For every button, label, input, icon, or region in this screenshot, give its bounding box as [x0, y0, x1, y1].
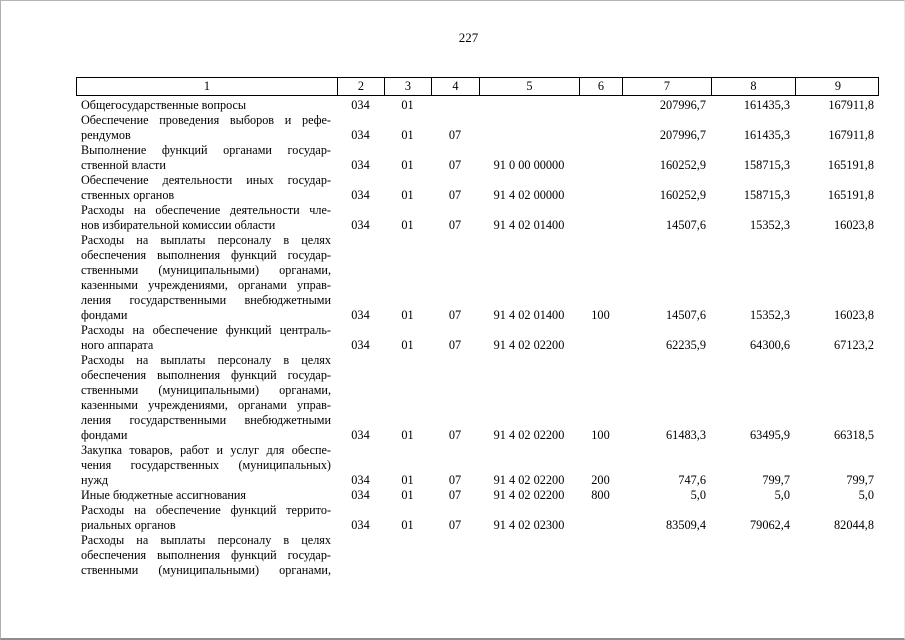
cell-col2: 034 [351, 158, 370, 172]
cell-col4: 07 [448, 128, 462, 142]
cell-col2: 034 [351, 428, 370, 442]
cell-col7: 207996,7 [659, 128, 706, 142]
cell-col8: 158715,3 [743, 188, 790, 202]
cell-col5: 91 4 02 02200 [493, 338, 565, 352]
cell-col2: 034 [351, 128, 370, 142]
cell-col7: 207996,7 [659, 98, 706, 112]
cell-col7: 14507,6 [666, 218, 706, 232]
table-row [76, 203, 879, 233]
header-cell-4: 4 [432, 78, 480, 95]
table-row [76, 143, 879, 173]
cell-col2: 034 [351, 473, 370, 487]
cell-col5: 91 0 00 00000 [493, 158, 565, 172]
label-line: ного аппарата [81, 338, 154, 352]
label-line: ления государственными внебюджетными [81, 293, 331, 307]
label-line: Обеспечение деятельности иных государ- [81, 173, 331, 187]
cell-col6: 800 [591, 488, 610, 502]
cell-col8: 799,7 [762, 473, 790, 487]
table-header-row [76, 77, 879, 96]
cell-col3: 01 [401, 473, 414, 487]
cell-col4: 07 [448, 488, 462, 502]
cell-col8: 64300,6 [750, 338, 790, 352]
label-line: Выполнение функций органами государ- [81, 143, 331, 157]
label-line: Расходы на обеспечение деятельности чле- [81, 203, 331, 217]
label-line: фондами [81, 428, 128, 442]
header-cell-1: 1 [77, 78, 338, 95]
cell-col6: 200 [591, 473, 610, 487]
cell-col3: 01 [401, 488, 414, 502]
cell-col3: 01 [401, 308, 414, 322]
cell-col5: 91 4 02 02200 [493, 488, 565, 502]
cell-col3: 01 [401, 218, 414, 232]
label-line: Закупка товаров, работ и услуг для обеспе- [81, 443, 331, 457]
label-line: Расходы на обеспечение функций централь- [81, 323, 331, 337]
cell-col2: 034 [351, 308, 370, 322]
table-row [76, 533, 879, 578]
table-row [76, 353, 879, 443]
cell-col3: 01 [401, 518, 414, 532]
cell-col7: 62235,9 [666, 338, 706, 352]
row-label [76, 203, 337, 233]
cell-col6: 100 [591, 428, 610, 442]
row-label [76, 233, 337, 323]
cell-col7: 14507,6 [666, 308, 706, 322]
cell-col8: 15352,3 [750, 218, 790, 232]
row-label [76, 113, 337, 143]
cell-col9: 82044,8 [834, 518, 874, 532]
cell-col2: 034 [351, 98, 370, 112]
cell-col4: 07 [448, 308, 462, 322]
header-cell-6: 6 [580, 78, 623, 95]
label-line: риальных органов [81, 518, 176, 532]
header-cell-2: 2 [338, 78, 385, 95]
table-row [76, 488, 879, 503]
label-line: ственными (муниципальными) органами, [81, 383, 331, 397]
cell-col3: 01 [401, 98, 414, 112]
cell-col9: 165191,8 [827, 188, 874, 202]
table-row [76, 98, 879, 113]
cell-col2: 034 [351, 338, 370, 352]
cell-col7: 5,0 [690, 488, 706, 502]
label-line: Расходы на выплаты персоналу в целях [81, 533, 331, 547]
label-line: рендумов [81, 128, 131, 142]
cell-col2: 034 [351, 188, 370, 202]
label-line: Общегосударственные вопросы [81, 98, 247, 112]
cell-col9: 167911,8 [828, 98, 874, 112]
table-row [76, 503, 879, 533]
cell-col3: 01 [401, 158, 414, 172]
cell-col9: 5,0 [858, 488, 874, 502]
cell-col2: 034 [351, 218, 370, 232]
cell-col8: 63495,9 [750, 428, 790, 442]
cell-col8: 15352,3 [750, 308, 790, 322]
cell-col9: 16023,8 [834, 218, 874, 232]
row-label [76, 173, 337, 203]
label-line: ления государственными внебюджетными [81, 413, 331, 427]
label-line: ственными (муниципальными) органами, [81, 563, 331, 577]
row-label [76, 323, 337, 353]
cell-col7: 83509,4 [666, 518, 706, 532]
table-row [76, 443, 879, 488]
cell-col4: 07 [448, 518, 462, 532]
label-line: Иные бюджетные ассигнования [81, 488, 247, 502]
row-label [76, 143, 337, 173]
row-label [76, 533, 337, 578]
label-line: казенными учреждениями, органами управ- [81, 278, 331, 292]
label-line: обеспечения выполнения функций государ- [81, 548, 331, 562]
table-row [76, 173, 879, 203]
cell-col5: 91 4 02 00000 [493, 188, 565, 202]
label-line: обеспечения выполнения функций государ- [81, 248, 331, 262]
header-cell-7: 7 [623, 78, 712, 95]
header-cell-8: 8 [712, 78, 796, 95]
cell-col9: 167911,8 [828, 128, 874, 142]
header-cell-5: 5 [480, 78, 580, 95]
cell-col5: 91 4 02 02200 [493, 428, 565, 442]
cell-col7: 160252,9 [659, 158, 706, 172]
label-line: Расходы на выплаты персоналу в целях [81, 233, 331, 247]
row-label [76, 503, 337, 533]
cell-col4: 07 [448, 428, 462, 442]
cell-col9: 165191,8 [827, 158, 874, 172]
label-line: ственной власти [81, 158, 166, 172]
cell-col5: 91 4 02 01400 [493, 308, 565, 322]
cell-col3: 01 [401, 428, 414, 442]
cell-col9: 67123,2 [834, 338, 874, 352]
cell-col4: 07 [448, 338, 462, 352]
cell-col3: 01 [401, 128, 414, 142]
row-label [76, 488, 337, 503]
cell-col9: 799,7 [846, 473, 874, 487]
budget-table [76, 77, 879, 578]
cell-col8: 158715,3 [743, 158, 790, 172]
label-line: нужд [81, 473, 109, 487]
cell-col2: 034 [351, 488, 370, 502]
label-line: ственных органов [81, 188, 175, 202]
label-line: фондами [81, 308, 128, 322]
cell-col4: 07 [448, 158, 462, 172]
cell-col3: 01 [401, 188, 414, 202]
table-body [76, 98, 879, 578]
cell-col3: 01 [401, 338, 414, 352]
cell-col7: 747,6 [678, 473, 706, 487]
cell-col4: 07 [448, 188, 462, 202]
table-row [76, 323, 879, 353]
table-row [76, 113, 879, 143]
label-line: казенными учреждениями, органами управ- [81, 398, 331, 412]
cell-col4: 07 [448, 218, 462, 232]
cell-col4: 07 [448, 473, 462, 487]
row-label [76, 353, 337, 443]
cell-col5: 91 4 02 02300 [493, 518, 565, 532]
cell-col8: 161435,3 [743, 98, 790, 112]
header-cell-3: 3 [385, 78, 432, 95]
label-line: обеспечения выполнения функций государ- [81, 368, 331, 382]
table-row [76, 233, 879, 323]
cell-col5: 91 4 02 01400 [493, 218, 565, 232]
label-line: ственными (муниципальными) органами, [81, 263, 331, 277]
cell-col7: 61483,3 [666, 428, 706, 442]
row-label [76, 443, 337, 488]
cell-col8: 161435,3 [743, 128, 790, 142]
cell-col2: 034 [351, 518, 370, 532]
label-line: Расходы на обеспечение функций террито- [81, 503, 331, 517]
cell-col8: 5,0 [774, 488, 790, 502]
cell-col6: 100 [591, 308, 610, 322]
cell-col8: 79062,4 [750, 518, 790, 532]
label-line: чения государственных (муниципальных) [81, 458, 331, 472]
cell-col9: 16023,8 [834, 308, 874, 322]
label-line: Расходы на выплаты персоналу в целях [81, 353, 331, 367]
cell-col5: 91 4 02 02200 [493, 473, 565, 487]
header-cell-9: 9 [834, 79, 842, 93]
cell-col7: 160252,9 [659, 188, 706, 202]
label-line: нов избирательной комиссии области [81, 218, 276, 232]
page-number: 227 [458, 30, 479, 45]
row-label [76, 98, 337, 113]
label-line: Обеспечение проведения выборов и рефе- [81, 113, 331, 127]
cell-col9: 66318,5 [834, 428, 874, 442]
